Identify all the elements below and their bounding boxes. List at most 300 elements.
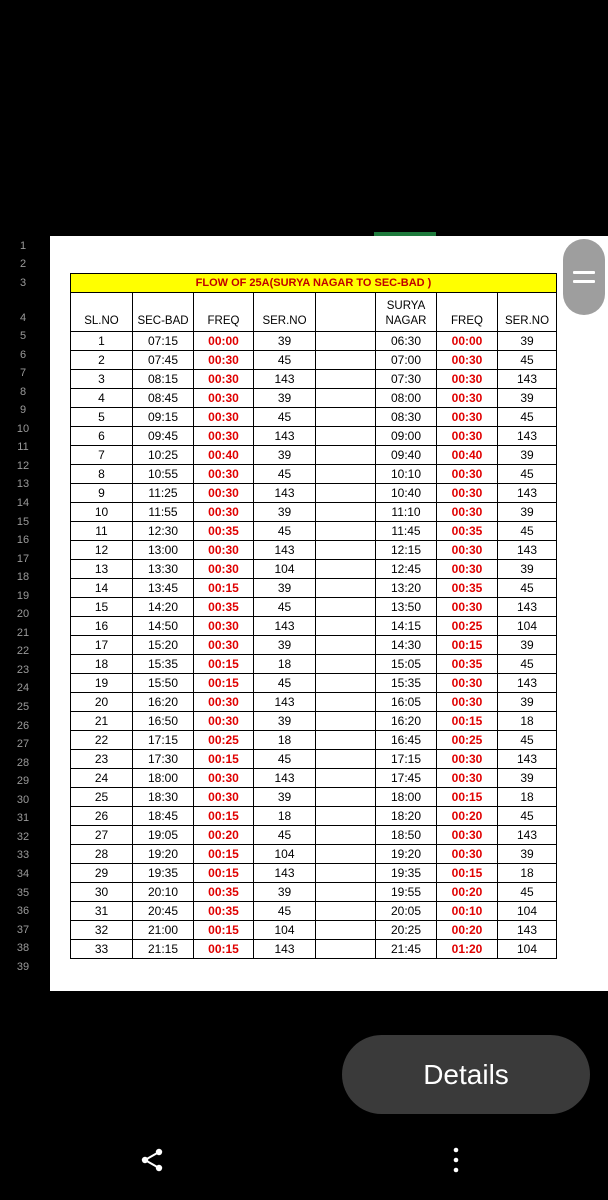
table-row [71,845,557,864]
cell-ser-no-1: 45 [254,902,316,921]
cell-ser-no-1: 39 [254,883,316,902]
cell-freq-2: 00:40 [437,446,498,465]
table-row [71,693,557,712]
table-row [71,883,557,902]
cell-ser-no-2: 143 [498,826,557,845]
cell-freq-2: 00:25 [437,617,498,636]
cell-blank [316,351,376,370]
cell-sec-bad-time: 20:10 [133,883,194,902]
cell-sec-bad-time: 18:00 [133,769,194,788]
cell-sl-no: 28 [71,845,133,864]
table-title: FLOW OF 25A(SURYA NAGAR TO SEC-BAD ) [71,274,557,293]
cell-surya-nagar-time: 19:20 [376,845,437,864]
cell-surya-nagar-time: 14:15 [376,617,437,636]
row-number: 32 [16,830,30,843]
row-number: 26 [16,719,30,732]
cell-freq-1: 00:35 [194,902,254,921]
cell-ser-no-1: 39 [254,503,316,522]
row-number: 27 [16,738,30,751]
cell-sl-no: 12 [71,541,133,560]
cell-surya-nagar-time: 09:00 [376,427,437,446]
table-title-row [71,274,557,293]
cell-sec-bad-time: 07:45 [133,351,194,370]
cell-freq-2: 00:20 [437,807,498,826]
cell-sec-bad-time: 14:20 [133,598,194,617]
cell-ser-no-1: 45 [254,826,316,845]
table-row [71,636,557,655]
cell-blank [316,902,376,921]
cell-sl-no: 13 [71,560,133,579]
cell-ser-no-1: 104 [254,845,316,864]
cell-blank [316,921,376,940]
cell-freq-1: 00:30 [194,636,254,655]
cell-blank [316,617,376,636]
cell-freq-2: 00:30 [437,427,498,446]
cell-freq-2: 00:30 [437,674,498,693]
cell-sec-bad-time: 15:50 [133,674,194,693]
cell-ser-no-1: 143 [254,370,316,389]
cell-freq-1: 00:15 [194,921,254,940]
cell-ser-no-1: 143 [254,769,316,788]
header-freq-2: FREQ [437,293,498,332]
cell-sl-no: 24 [71,769,133,788]
cell-ser-no-1: 143 [254,864,316,883]
cell-freq-2: 00:30 [437,845,498,864]
cell-ser-no-2: 143 [498,674,557,693]
cell-sl-no: 18 [71,655,133,674]
cell-freq-2: 00:15 [437,712,498,731]
cell-surya-nagar-time: 08:00 [376,389,437,408]
table-row [71,560,557,579]
cell-freq-2: 00:30 [437,750,498,769]
cell-sl-no: 22 [71,731,133,750]
cell-sl-no: 6 [71,427,133,446]
cell-freq-2: 00:30 [437,598,498,617]
cell-blank [316,845,376,864]
cell-sl-no: 23 [71,750,133,769]
cell-sl-no: 30 [71,883,133,902]
cell-sec-bad-time: 16:20 [133,693,194,712]
cell-sec-bad-time: 15:35 [133,655,194,674]
row-number: 12 [16,459,30,472]
row-number: 9 [19,404,27,417]
cell-blank [316,427,376,446]
cell-freq-1: 00:30 [194,408,254,427]
cell-surya-nagar-time: 10:10 [376,465,437,484]
row-number: 4 [19,312,27,324]
details-button[interactable]: Details [342,1035,590,1114]
cell-sl-no: 5 [71,408,133,427]
cell-blank [316,750,376,769]
cell-sec-bad-time: 08:45 [133,389,194,408]
share-icon[interactable] [138,1146,166,1174]
cell-freq-1: 00:15 [194,864,254,883]
table-row [71,940,557,959]
table-row [71,370,557,389]
cell-ser-no-1: 39 [254,636,316,655]
cell-freq-1: 00:30 [194,389,254,408]
cell-surya-nagar-time: 15:05 [376,655,437,674]
cell-ser-no-1: 104 [254,921,316,940]
cell-freq-2: 00:20 [437,921,498,940]
cell-sec-bad-time: 19:05 [133,826,194,845]
cell-sec-bad-time: 13:45 [133,579,194,598]
cell-freq-1: 00:30 [194,370,254,389]
cell-ser-no-2: 45 [498,655,557,674]
cell-freq-1: 00:20 [194,826,254,845]
cell-sec-bad-time: 09:15 [133,408,194,427]
cell-surya-nagar-time: 07:30 [376,370,437,389]
cell-surya-nagar-time: 08:30 [376,408,437,427]
cell-ser-no-2: 39 [498,389,557,408]
cell-surya-nagar-time: 17:15 [376,750,437,769]
cell-ser-no-2: 104 [498,902,557,921]
cell-blank [316,788,376,807]
cell-ser-no-2: 39 [498,769,557,788]
row-number: 2 [19,258,27,270]
cell-ser-no-1: 45 [254,351,316,370]
cell-freq-2: 01:20 [437,940,498,959]
cell-surya-nagar-time: 11:45 [376,522,437,541]
bus-schedule-table [70,273,557,959]
scroll-handle-icon[interactable] [563,239,605,315]
table-row [71,465,557,484]
cell-freq-2: 00:15 [437,636,498,655]
more-vertical-icon[interactable] [447,1146,465,1174]
row-number: 16 [16,534,30,547]
cell-ser-no-1: 143 [254,484,316,503]
row-number: 36 [16,905,30,918]
cell-ser-no-2: 18 [498,712,557,731]
cell-freq-1: 00:30 [194,541,254,560]
cell-freq-1: 00:15 [194,845,254,864]
table-row [71,446,557,465]
cell-freq-1: 00:30 [194,617,254,636]
table-row [71,351,557,370]
cell-ser-no-1: 45 [254,465,316,484]
cell-blank [316,541,376,560]
row-number: 14 [16,496,30,509]
cell-sl-no: 8 [71,465,133,484]
cell-freq-1: 00:30 [194,769,254,788]
cell-ser-no-2: 39 [498,560,557,579]
cell-freq-2: 00:30 [437,693,498,712]
cell-sec-bad-time: 13:00 [133,541,194,560]
cell-sl-no: 31 [71,902,133,921]
cell-ser-no-2: 143 [498,541,557,560]
cell-sl-no: 26 [71,807,133,826]
row-number: 8 [19,385,27,398]
table-row [71,408,557,427]
row-number: 24 [16,682,30,695]
cell-freq-2: 00:30 [437,465,498,484]
cell-sl-no: 21 [71,712,133,731]
cell-freq-1: 00:00 [194,332,254,351]
cell-sec-bad-time: 11:55 [133,503,194,522]
table-row [71,484,557,503]
cell-ser-no-1: 18 [254,807,316,826]
table-row [71,864,557,883]
cell-freq-1: 00:30 [194,427,254,446]
cell-freq-1: 00:30 [194,788,254,807]
cell-sl-no: 33 [71,940,133,959]
table-row [71,541,557,560]
cell-sec-bad-time: 17:30 [133,750,194,769]
row-number: 18 [16,571,30,584]
cell-blank [316,731,376,750]
cell-blank [316,389,376,408]
cell-ser-no-1: 45 [254,408,316,427]
header-surya-nagar: SURYA NAGAR [376,293,437,332]
cell-blank [316,522,376,541]
cell-sl-no: 16 [71,617,133,636]
table-header-row [71,293,557,332]
row-number: 33 [16,849,30,862]
cell-freq-1: 00:15 [194,750,254,769]
cell-freq-1: 00:25 [194,731,254,750]
cell-surya-nagar-time: 20:25 [376,921,437,940]
cell-ser-no-2: 143 [498,370,557,389]
cell-freq-1: 00:30 [194,351,254,370]
cell-freq-2: 00:15 [437,864,498,883]
table-row [71,731,557,750]
cell-ser-no-1: 18 [254,655,316,674]
cell-ser-no-2: 104 [498,940,557,959]
cell-freq-1: 00:30 [194,693,254,712]
header-ser-no-1: SER.NO [254,293,316,332]
cell-blank [316,484,376,503]
cell-freq-1: 00:30 [194,712,254,731]
cell-sl-no: 25 [71,788,133,807]
cell-surya-nagar-time: 19:35 [376,864,437,883]
cell-surya-nagar-time: 14:30 [376,636,437,655]
cell-surya-nagar-time: 19:55 [376,883,437,902]
cell-freq-2: 00:00 [437,332,498,351]
cell-freq-2: 00:30 [437,541,498,560]
row-number: 29 [16,775,30,788]
table-row [71,655,557,674]
cell-freq-2: 00:35 [437,655,498,674]
header-sec-bad: SEC-BAD [133,293,194,332]
row-number: 35 [16,886,30,899]
row-number: 11 [17,441,29,454]
table-row [71,503,557,522]
cell-sec-bad-time: 08:15 [133,370,194,389]
cell-sec-bad-time: 19:35 [133,864,194,883]
cell-freq-1: 00:15 [194,674,254,693]
cell-sl-no: 7 [71,446,133,465]
cell-freq-2: 00:10 [437,902,498,921]
cell-ser-no-1: 45 [254,750,316,769]
cell-surya-nagar-time: 17:45 [376,769,437,788]
cell-blank [316,864,376,883]
cell-sec-bad-time: 10:25 [133,446,194,465]
cell-ser-no-2: 39 [498,636,557,655]
cell-surya-nagar-time: 18:20 [376,807,437,826]
cell-ser-no-1: 143 [254,693,316,712]
cell-blank [316,674,376,693]
row-number: 3 [19,277,27,289]
table-row [71,902,557,921]
table-row [71,769,557,788]
cell-ser-no-1: 39 [254,389,316,408]
cell-blank [316,883,376,902]
table-row [71,921,557,940]
cell-blank [316,370,376,389]
cell-surya-nagar-time: 11:10 [376,503,437,522]
cell-ser-no-2: 45 [498,731,557,750]
row-number: 22 [16,645,30,658]
cell-sl-no: 20 [71,693,133,712]
table-row [71,750,557,769]
cell-freq-1: 00:30 [194,503,254,522]
row-number: 7 [19,367,27,380]
cell-ser-no-1: 39 [254,788,316,807]
cell-blank [316,693,376,712]
cell-ser-no-2: 45 [498,465,557,484]
cell-ser-no-2: 45 [498,351,557,370]
cell-sec-bad-time: 15:20 [133,636,194,655]
table-row [71,617,557,636]
table-row [71,788,557,807]
cell-ser-no-2: 18 [498,788,557,807]
cell-freq-2: 00:30 [437,484,498,503]
cell-surya-nagar-time: 12:15 [376,541,437,560]
table-row [71,598,557,617]
cell-blank [316,712,376,731]
cell-sec-bad-time: 21:00 [133,921,194,940]
cell-surya-nagar-time: 16:45 [376,731,437,750]
cell-freq-2: 00:30 [437,769,498,788]
cell-sl-no: 3 [71,370,133,389]
header-sl-no: SL.NO [71,293,133,332]
cell-ser-no-2: 39 [498,845,557,864]
row-number: 28 [16,756,30,769]
cell-freq-1: 00:15 [194,807,254,826]
cell-sec-bad-time: 12:30 [133,522,194,541]
cell-sl-no: 27 [71,826,133,845]
cell-sl-no: 1 [71,332,133,351]
row-number: 39 [16,960,30,973]
cell-ser-no-2: 45 [498,883,557,902]
cell-surya-nagar-time: 13:20 [376,579,437,598]
cell-surya-nagar-time: 10:40 [376,484,437,503]
cell-sec-bad-time: 18:45 [133,807,194,826]
cell-freq-2: 00:15 [437,788,498,807]
table-row [71,674,557,693]
cell-sec-bad-time: 09:45 [133,427,194,446]
cell-sec-bad-time: 10:55 [133,465,194,484]
table-row [71,522,557,541]
cell-blank [316,826,376,845]
header-freq-1: FREQ [194,293,254,332]
cell-surya-nagar-time: 09:40 [376,446,437,465]
cell-ser-no-1: 143 [254,617,316,636]
table-row [71,712,557,731]
cell-sec-bad-time: 11:25 [133,484,194,503]
cell-ser-no-2: 45 [498,522,557,541]
cell-surya-nagar-time: 13:50 [376,598,437,617]
cell-ser-no-1: 18 [254,731,316,750]
cell-ser-no-2: 143 [498,598,557,617]
cell-freq-1: 00:40 [194,446,254,465]
cell-blank [316,807,376,826]
cell-freq-2: 00:30 [437,370,498,389]
cell-blank [316,769,376,788]
cell-freq-2: 00:25 [437,731,498,750]
cell-ser-no-1: 39 [254,579,316,598]
cell-freq-2: 00:30 [437,503,498,522]
row-number: 37 [16,923,30,936]
cell-ser-no-1: 39 [254,446,316,465]
cell-sl-no: 11 [71,522,133,541]
cell-ser-no-2: 143 [498,427,557,446]
row-number: 25 [16,701,30,713]
cell-ser-no-2: 39 [498,446,557,465]
cell-sl-no: 2 [71,351,133,370]
row-number: 10 [16,422,30,435]
cell-freq-2: 00:35 [437,579,498,598]
cell-surya-nagar-time: 15:35 [376,674,437,693]
cell-sec-bad-time: 07:15 [133,332,194,351]
cell-freq-1: 00:35 [194,883,254,902]
cell-freq-2: 00:35 [437,522,498,541]
cell-freq-2: 00:30 [437,560,498,579]
cell-surya-nagar-time: 21:45 [376,940,437,959]
cell-ser-no-2: 45 [498,579,557,598]
cell-sec-bad-time: 17:15 [133,731,194,750]
cell-blank [316,408,376,427]
cell-ser-no-2: 143 [498,750,557,769]
cell-sec-bad-time: 14:50 [133,617,194,636]
cell-ser-no-2: 143 [498,484,557,503]
row-number: 15 [16,515,30,528]
row-number: 20 [16,608,30,621]
cell-sl-no: 29 [71,864,133,883]
row-number: 30 [16,793,30,806]
cell-freq-1: 00:35 [194,598,254,617]
cell-ser-no-2: 45 [498,807,557,826]
cell-sl-no: 19 [71,674,133,693]
cell-ser-no-2: 18 [498,864,557,883]
cell-blank [316,465,376,484]
row-number: 19 [16,589,30,602]
cell-freq-2: 00:30 [437,408,498,427]
cell-surya-nagar-time: 16:20 [376,712,437,731]
cell-surya-nagar-time: 07:00 [376,351,437,370]
cell-ser-no-2: 39 [498,503,557,522]
cell-sl-no: 17 [71,636,133,655]
cell-freq-1: 00:15 [194,579,254,598]
cell-blank [316,940,376,959]
cell-sec-bad-time: 20:45 [133,902,194,921]
cell-sec-bad-time: 19:20 [133,845,194,864]
cell-sec-bad-time: 16:50 [133,712,194,731]
cell-ser-no-1: 143 [254,427,316,446]
cell-freq-1: 00:35 [194,522,254,541]
cell-ser-no-1: 143 [254,940,316,959]
cell-surya-nagar-time: 18:50 [376,826,437,845]
cell-freq-1: 00:30 [194,484,254,503]
cell-surya-nagar-time: 20:05 [376,902,437,921]
cell-ser-no-1: 45 [254,674,316,693]
row-number: 38 [16,942,30,955]
table-row [71,826,557,845]
cell-blank [316,560,376,579]
cell-freq-1: 00:15 [194,655,254,674]
cell-blank [316,446,376,465]
cell-freq-1: 00:30 [194,560,254,579]
